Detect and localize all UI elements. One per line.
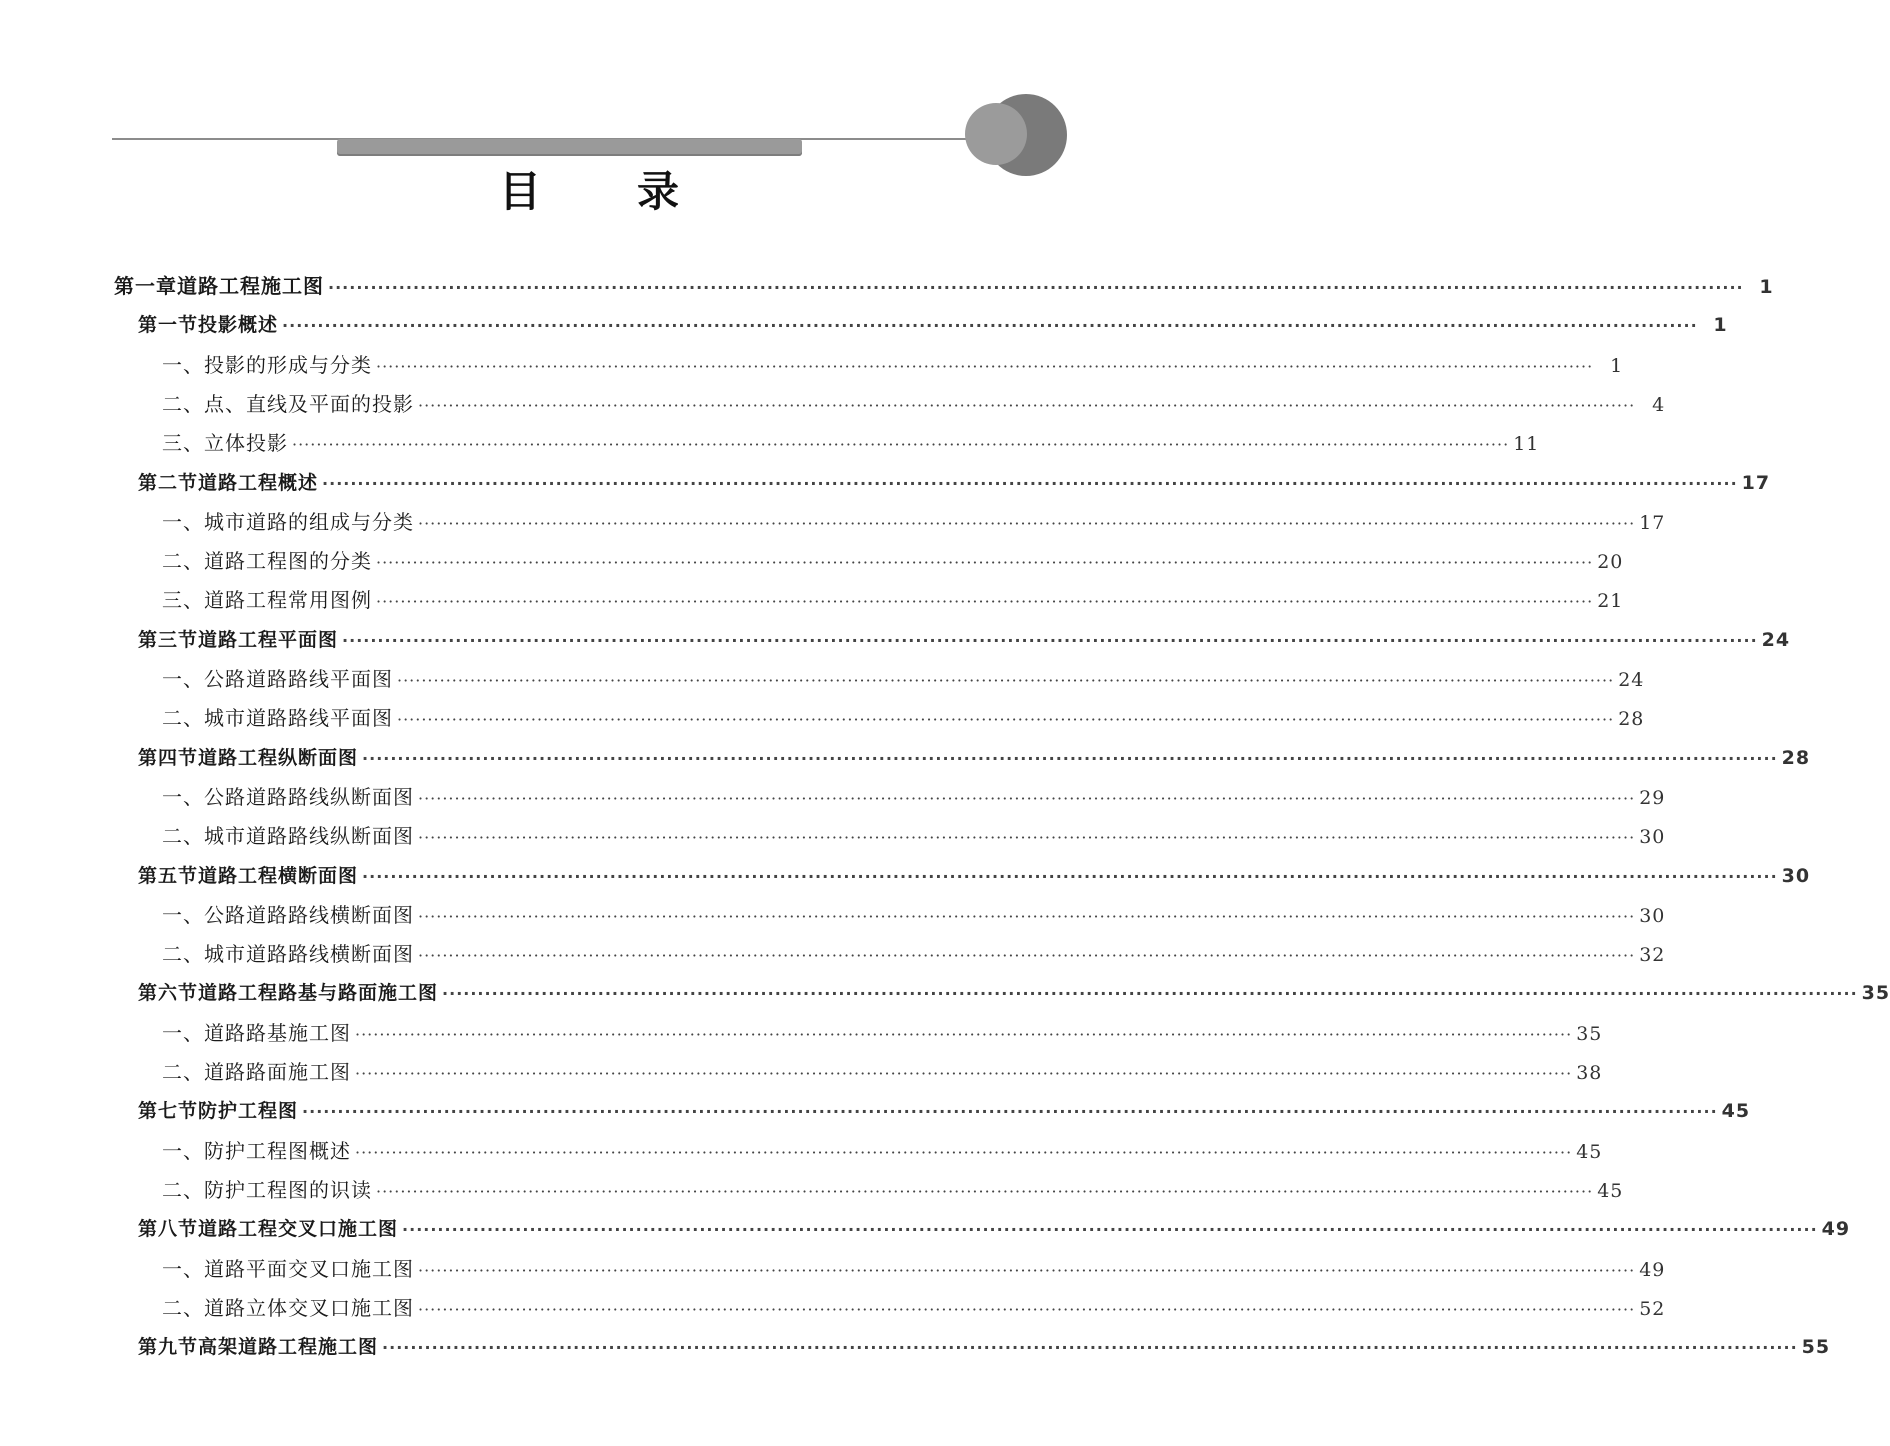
toc-page-number: 32 — [1639, 944, 1666, 967]
toc-leader-dots: ········································································································································································································ — [376, 553, 1594, 573]
toc-entry-title: 一、城市道路的组成与分类 — [162, 509, 414, 534]
toc-page-number: 17 — [1741, 471, 1771, 494]
toc-page-number: 45 — [1721, 1100, 1751, 1123]
toc-leader-dots: ········································································································································································································ — [376, 356, 1594, 376]
toc-entry-title: 二、道路工程图的分类 — [162, 549, 372, 574]
toc-page-number: 28 — [1781, 746, 1811, 769]
toc-page-number: 24 — [1761, 628, 1791, 651]
toc-entry-item[interactable] — [162, 542, 1624, 581]
toc-entry-title: 道路工程横断面图 — [198, 864, 359, 887]
toc-entry-section[interactable] — [138, 1092, 1751, 1131]
toc-leader-dots: ········································································································································································································ — [418, 946, 1636, 966]
toc-entry-title: 二、城市道路路线平面图 — [162, 706, 393, 731]
toc-entry-item[interactable] — [162, 935, 1666, 974]
toc-page-number: 30 — [1639, 826, 1666, 849]
toc-entry-title: 二、防护工程图的识读 — [162, 1177, 372, 1202]
page-title-char: 录 — [637, 167, 680, 216]
toc-entry-section[interactable] — [138, 739, 1811, 778]
toc-entry-title: 二、道路路面施工图 — [162, 1060, 351, 1084]
toc-page-number: 24 — [1618, 669, 1645, 691]
toc-entry-title: 二、城市道路路线横断面图 — [162, 942, 414, 967]
toc-entry-number: 第五节 — [138, 864, 199, 887]
toc-entry-item[interactable] — [162, 896, 1666, 935]
toc-page-number: 4 — [1652, 393, 1666, 416]
toc-page-number: 35 — [1861, 982, 1890, 1005]
toc-entry-title: 道路工程施工图 — [177, 274, 324, 298]
toc-leader-dots: ········································································································································································································ — [355, 1064, 1573, 1083]
decorative-circle-small — [965, 103, 1027, 165]
toc-entry-section[interactable] — [138, 1328, 1831, 1367]
toc-leader-dots: ········································································································································································································ — [418, 513, 1636, 533]
toc-entry-title: 投影概述 — [198, 314, 279, 337]
toc-leader-dots: ········································································································································································································ — [355, 1142, 1573, 1162]
toc-entry-title: 一、道路平面交叉口施工图 — [162, 1256, 414, 1281]
toc-entry-item[interactable] — [162, 385, 1666, 424]
toc-entry-title: 一、道路路基施工图 — [162, 1020, 351, 1045]
toc-entry-number: 第四节 — [138, 746, 199, 769]
toc-entry-item[interactable] — [162, 1014, 1603, 1053]
toc-leader-dots: ········································································································································································································ — [342, 630, 1758, 650]
toc-entry-section[interactable] — [138, 306, 1728, 345]
toc-page-number: 35 — [1576, 1022, 1603, 1045]
toc-entry-item[interactable] — [162, 699, 1645, 738]
toc-entry-title: 道路工程概述 — [198, 471, 319, 494]
page-title — [0, 162, 1178, 222]
toc-page-number: 28 — [1618, 708, 1645, 731]
toc-leader-dots: ········································································································································································································ — [362, 748, 1778, 768]
toc-leader-dots: ········································································································································································································ — [376, 1181, 1594, 1201]
toc-entry-item[interactable] — [162, 346, 1624, 385]
toc-page-number: 11 — [1513, 433, 1540, 456]
toc-entry-number: 第九节 — [138, 1336, 199, 1359]
toc-leader-dots: ········································································································································································································ — [418, 828, 1636, 848]
toc-page-number: 38 — [1576, 1062, 1603, 1084]
toc-entry-number: 第二节 — [138, 471, 199, 494]
toc-leader-dots: ········································································································································································································ — [362, 866, 1778, 886]
toc-entry-number: 第一节 — [138, 314, 199, 337]
toc-entry-item[interactable] — [162, 660, 1645, 699]
toc-entry-chapter[interactable] — [114, 267, 1774, 306]
toc-entry-section[interactable] — [138, 857, 1811, 896]
toc-page-number: 52 — [1639, 1297, 1666, 1320]
toc-entry-title: 道路工程交叉口施工图 — [198, 1218, 399, 1241]
toc-page-number: 45 — [1597, 1179, 1624, 1202]
toc-entry-title: 道路工程平面图 — [198, 628, 339, 651]
toc-entry-number: 第六节 — [138, 982, 199, 1005]
toc-leader-dots: ········································································································································································································ — [397, 710, 1615, 730]
toc-page-number: 45 — [1576, 1140, 1603, 1163]
toc-entry-title: 三、立体投影 — [162, 431, 288, 456]
toc-page-number: 29 — [1639, 786, 1666, 809]
toc-entry-item[interactable] — [162, 1171, 1624, 1210]
toc-leader-dots: ········································································································································································································ — [376, 592, 1594, 612]
toc-entry-item[interactable] — [162, 1132, 1603, 1171]
toc-entry-item[interactable] — [162, 503, 1666, 542]
toc-leader-dots: ········································································································································································································ — [402, 1220, 1818, 1240]
toc-entry-section[interactable] — [138, 621, 1791, 660]
toc-entry-section[interactable] — [138, 974, 1890, 1013]
toc-leader-dots: ········································································································································································································ — [418, 906, 1636, 926]
page-title-char: 目 — [498, 167, 541, 216]
toc-entry-item[interactable] — [162, 778, 1666, 817]
toc-page-number: 21 — [1597, 590, 1624, 613]
toc-leader-dots: ········································································································································································································ — [322, 473, 1738, 493]
toc-leader-dots: ········································································································································································································ — [355, 1024, 1573, 1044]
toc-entry-title: 一、公路道路路线纵断面图 — [162, 784, 414, 809]
toc-entry-number: 第三节 — [138, 628, 199, 651]
toc-page-number: 55 — [1801, 1336, 1831, 1359]
toc-leader-dots: ········································································································································································································ — [442, 984, 1858, 1004]
toc-entry-item[interactable] — [162, 581, 1624, 620]
toc-entry-item[interactable] — [162, 1053, 1603, 1092]
toc-entry-title: 一、投影的形成与分类 — [162, 352, 372, 377]
toc-leader-dots: ········································································································································································································ — [328, 278, 1744, 297]
toc-entry-number: 第八节 — [138, 1218, 199, 1241]
toc-leader-dots: ········································································································································································································ — [292, 435, 1510, 455]
toc-entry-title: 三、道路工程常用图例 — [162, 588, 372, 613]
toc-entry-title: 道路工程路基与路面施工图 — [198, 982, 439, 1005]
toc-entry-title: 一、防护工程图概述 — [162, 1138, 351, 1163]
toc-page-number: 1 — [1610, 354, 1624, 377]
toc-page-number: 49 — [1639, 1258, 1666, 1281]
toc-entry-item[interactable] — [162, 424, 1540, 463]
toc-entry-section[interactable] — [138, 464, 1771, 503]
toc-page-number: 30 — [1781, 864, 1811, 887]
toc-entry-title: 二、城市道路路线纵断面图 — [162, 824, 414, 849]
toc-entry-title: 二、道路立体交叉口施工图 — [162, 1295, 414, 1320]
toc-entry-title: 道路工程纵断面图 — [198, 746, 359, 769]
toc-leader-dots: ········································································································································································································ — [418, 395, 1636, 415]
toc-page-number: 20 — [1597, 551, 1624, 574]
header-bar — [337, 139, 802, 156]
toc-entry-title: 防护工程图 — [198, 1100, 299, 1123]
toc-leader-dots: ········································································································································································································ — [418, 1260, 1636, 1280]
toc-page-number: 1 — [1713, 314, 1728, 337]
toc-entry-title: 一、公路道路路线横断面图 — [162, 902, 414, 927]
toc-entry-title: 二、点、直线及平面的投影 — [162, 391, 414, 416]
toc-page-number: 49 — [1821, 1218, 1851, 1241]
toc-entry-item[interactable] — [162, 817, 1666, 856]
toc-entry-number: 第一章 — [114, 274, 177, 298]
toc-page-number: 1 — [1759, 276, 1774, 298]
toc-leader-dots: ········································································································································································································ — [418, 1299, 1636, 1319]
toc-entry-number: 第七节 — [138, 1100, 199, 1123]
toc-page-number: 30 — [1639, 904, 1666, 927]
toc-entry-section[interactable] — [138, 1210, 1851, 1249]
toc-entry-item[interactable] — [162, 1250, 1666, 1289]
toc-entry-title: 高架道路工程施工图 — [198, 1336, 379, 1359]
toc-entry-item[interactable] — [162, 1289, 1666, 1328]
toc-page-number: 17 — [1639, 511, 1666, 534]
toc-leader-dots: ········································································································································································································ — [302, 1102, 1718, 1122]
toc-leader-dots: ········································································································································································································ — [382, 1338, 1798, 1358]
toc-entry-title: 一、公路道路路线平面图 — [162, 667, 393, 691]
toc-leader-dots: ········································································································································································································ — [282, 316, 1698, 336]
toc-leader-dots: ········································································································································································································ — [418, 788, 1636, 808]
toc-leader-dots: ········································································································································································································ — [397, 671, 1615, 690]
